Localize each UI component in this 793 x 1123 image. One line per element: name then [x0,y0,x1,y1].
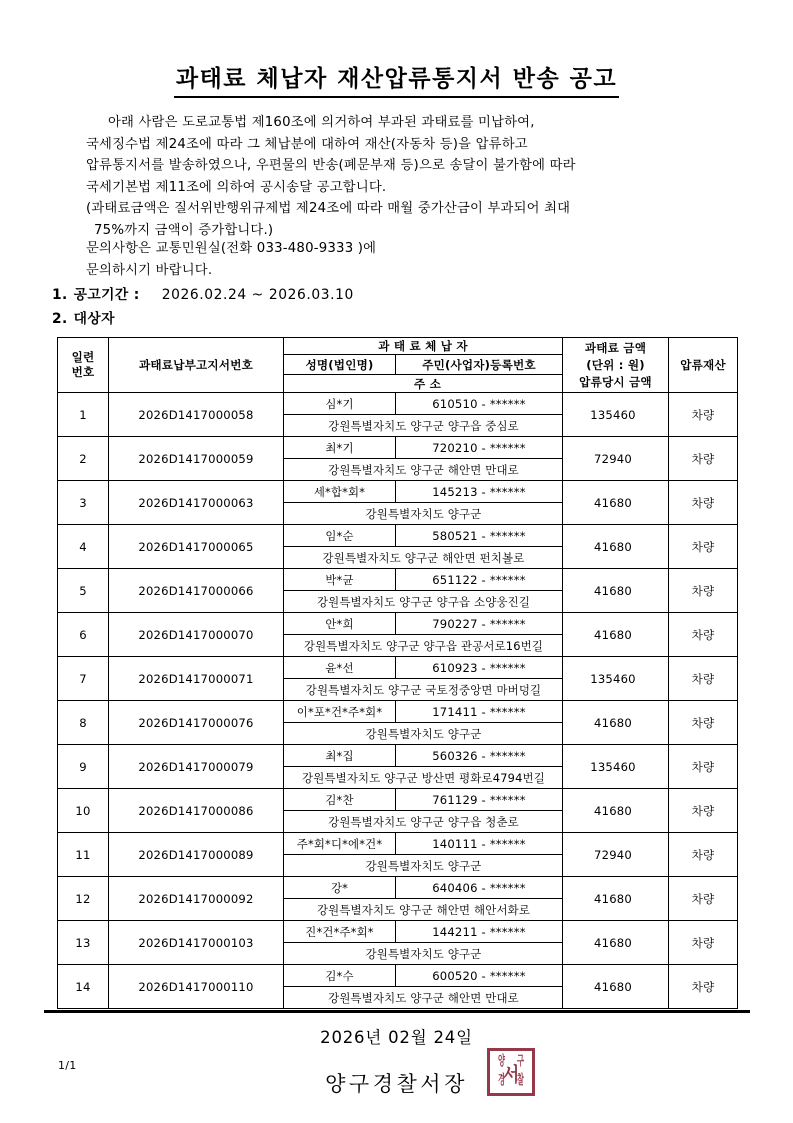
seal-char-1: 양 [498,1054,505,1070]
cell-name: 김*찬 [284,789,396,811]
footer-date: 2026년 02월 24일 [320,1028,473,1047]
notice-body-line-5: (과태료금액은 질서위반행위규제법 제24조에 따라 매월 중가산금이 부과되어 최대 [86,201,571,216]
table-row [58,481,738,503]
notice-body-line-6: 75%까지 금액이 증가합니다.) [94,222,274,238]
delinquent-table [57,337,738,1009]
page-number: 1/1 [58,1059,77,1072]
cell-amount: 41680 [563,877,669,921]
table-row [58,877,738,899]
cell-amount: 41680 [563,569,669,613]
cell-name: 심*기 [284,393,396,415]
cell-rrn: 761129 - ****** [396,789,563,811]
cell-rrn: 560326 - ****** [396,745,563,767]
cell-bill-number: 2026D1417000063 [109,481,284,525]
header-seq-line1: 일련 [71,350,95,364]
cell-name: 윤*선 [284,657,396,679]
contact-line-1: 문의사항은 교통민원실(전화 033-480-9333 )에 [86,241,377,256]
targets-item [52,307,115,327]
cell-address [284,503,563,525]
table-row [58,437,738,459]
table-row [58,393,738,415]
header-row-1 [58,338,738,355]
cell-amount: 41680 [563,481,669,525]
notice-body [86,112,746,241]
contact-info [86,238,746,281]
seal-char-3: 경 [498,1073,505,1089]
cell-asset: 차량 [669,437,738,481]
cell-address-text: 강원특별자치도 양구군 해안면 해안서화로 [316,902,531,917]
cell-bill-number: 2026D1417000065 [109,525,284,569]
cell-bill-number: 2026D1417000071 [109,657,284,701]
cell-amount: 41680 [563,701,669,745]
header-amount-line1: 과태료 금액 [584,340,647,355]
cell-address [284,899,563,921]
cell-address-text: 강원특별자치도 양구군 해안면 만대로 [328,462,519,477]
cell-amount: 72940 [563,437,669,481]
cell-seq: 9 [58,745,109,789]
cell-address-text: 강원특별자치도 양구군 양구읍 중심로 [328,418,519,433]
notice-period-label: 공고기간 : [73,287,140,303]
cell-seq: 13 [58,921,109,965]
cell-amount: 41680 [563,789,669,833]
notice-period-number: 1. [52,287,68,303]
cell-address-text: 강원특별자치도 양구군 해안면 펀치볼로 [322,550,525,565]
cell-address [284,547,563,569]
cell-rrn: 140111 - ****** [396,833,563,855]
page-title-text: 과태료 체납자 재산압류통지서 반송 공고 [174,60,619,98]
cell-bill-number: 2026D1417000059 [109,437,284,481]
header-seq-line2: 번호 [71,365,95,379]
notice-body-line-4: 국세기본법 제11조에 의하여 공시송달 공고합니다. [86,179,387,195]
cell-rrn: 171411 - ****** [396,701,563,723]
cell-rrn: 610923 - ****** [396,657,563,679]
cell-bill-number: 2026D1417000092 [109,877,284,921]
cell-address [284,767,563,789]
cell-seq: 7 [58,657,109,701]
cell-name: 임*순 [284,525,396,547]
cell-address [284,855,563,877]
page-title [0,60,793,98]
cell-asset: 차량 [669,481,738,525]
notice-body-line-3: 압류통지서를 발송하였으나, 우편물의 반송(폐문부재 등)으로 송달이 불가함에 따라 [86,158,576,173]
table-row [58,569,738,591]
cell-amount: 41680 [563,613,669,657]
cell-address-text: 강원특별자치도 양구군 방산면 평화로4794번길 [302,770,545,785]
table-row [58,965,738,987]
cell-bill-number: 2026D1417000076 [109,701,284,745]
header-name: 성명(법인명) [284,355,396,375]
seal-char-4: 찰 [517,1073,524,1089]
cell-seq: 1 [58,393,109,437]
cell-seq: 10 [58,789,109,833]
cell-amount: 72940 [563,833,669,877]
header-payer-group: 과 태 료 체 납 자 [284,338,563,355]
cell-address-text: 강원특별자치도 양구군 [365,506,482,521]
header-amount-line3: 압류당시 금액 [579,374,652,389]
notice-period-value: 2026.02.24 ~ 2026.03.10 [161,287,354,303]
header-asset: 압류재산 [669,338,738,393]
cell-address [284,679,563,701]
cell-asset: 차량 [669,921,738,965]
delinquent-table-wrapper [57,337,737,1009]
cell-name: 주*회*디*에*건* [284,833,396,855]
table-row [58,745,738,767]
cell-rrn: 144211 - ****** [396,921,563,943]
cell-asset: 차량 [669,569,738,613]
header-address: 주 소 [284,375,563,393]
header-amount-line2: (단위 : 원) [586,357,645,372]
table-row [58,701,738,723]
table-header [58,338,738,393]
cell-asset: 차량 [669,525,738,569]
cell-address [284,987,563,1009]
cell-address-text: 강원특별자치도 양구군 [365,946,482,961]
cell-seq: 12 [58,877,109,921]
cell-rrn: 790227 - ****** [396,613,563,635]
cell-seq: 5 [58,569,109,613]
cell-address-text: 강원특별자치도 양구군 해안면 만대로 [328,990,519,1005]
cell-amount: 135460 [563,745,669,789]
cell-address [284,415,563,437]
cell-rrn: 651122 - ****** [396,569,563,591]
cell-name: 세*합*회* [284,481,396,503]
cell-address [284,459,563,481]
cell-amount: 135460 [563,657,669,701]
cell-address-text: 강원특별자치도 양구군 양구읍 청춘로 [328,814,519,829]
cell-bill-number: 2026D1417000110 [109,965,284,1009]
cell-seq: 14 [58,965,109,1009]
table-row [58,789,738,811]
cell-rrn: 600520 - ****** [396,965,563,987]
header-amount [563,338,669,393]
cell-seq: 4 [58,525,109,569]
targets-label: 대상자 [73,311,115,327]
targets-number: 2. [52,311,68,327]
cell-seq: 2 [58,437,109,481]
notice-body-line-1: 아래 사람은 도로교통법 제160조에 의거하여 부과된 과태료를 미납하여, [108,115,535,130]
cell-rrn: 145213 - ****** [396,481,563,503]
cell-rrn: 640406 - ****** [396,877,563,899]
cell-rrn: 720210 - ****** [396,437,563,459]
cell-address [284,943,563,965]
header-seq [58,338,109,393]
cell-asset: 차량 [669,657,738,701]
cell-asset: 차량 [669,393,738,437]
cell-name: 박*균 [284,569,396,591]
cell-name: 최*집 [284,745,396,767]
cell-address [284,811,563,833]
cell-rrn: 610510 - ****** [396,393,563,415]
seal-char-2: 구 [517,1054,524,1070]
cell-address [284,635,563,657]
cell-bill-number: 2026D1417000089 [109,833,284,877]
cell-address-text: 강원특별자치도 양구군 양구읍 관공서로16번길 [303,638,544,653]
seal-center-char: 서 [502,1063,520,1087]
cell-name: 강* [284,877,396,899]
cell-address [284,723,563,745]
table-row [58,613,738,635]
official-seal-stamp [487,1048,535,1096]
cell-asset: 차량 [669,745,738,789]
header-bill-number: 과태료납부고지서번호 [109,338,284,393]
cell-name: 안*희 [284,613,396,635]
cell-asset: 차량 [669,965,738,1009]
cell-bill-number: 2026D1417000070 [109,613,284,657]
cell-seq: 3 [58,481,109,525]
cell-seq: 11 [58,833,109,877]
cell-seq: 8 [58,701,109,745]
cell-address-text: 강원특별자치도 양구군 양구읍 소양웅진길 [316,594,531,609]
cell-address-text: 강원특별자치도 양구군 [365,726,482,741]
cell-bill-number: 2026D1417000079 [109,745,284,789]
cell-bill-number: 2026D1417000086 [109,789,284,833]
cell-name: 김*수 [284,965,396,987]
table-row [58,657,738,679]
table-row [58,921,738,943]
cell-name: 이*포*건*주*회* [284,701,396,723]
cell-asset: 차량 [669,613,738,657]
notice-body-line-2: 국세징수법 제24조에 따라 그 체납분에 대하여 재산(자동차 등)을 압류하고 [86,136,528,152]
cell-bill-number: 2026D1417000066 [109,569,284,613]
cell-asset: 차량 [669,701,738,745]
cell-bill-number: 2026D1417000058 [109,393,284,437]
footer-divider [44,1010,750,1013]
table-body [58,393,738,1009]
notice-period-item [52,283,354,303]
cell-amount: 41680 [563,525,669,569]
table-row [58,525,738,547]
contact-line-2: 문의하시기 바랍니다. [86,262,213,278]
cell-asset: 차량 [669,877,738,921]
cell-address-text: 강원특별자치도 양구군 [365,858,482,873]
cell-asset: 차량 [669,833,738,877]
cell-amount: 135460 [563,393,669,437]
cell-asset: 차량 [669,789,738,833]
cell-rrn: 580521 - ****** [396,525,563,547]
cell-address [284,591,563,613]
cell-address-text: 강원특별자치도 양구군 국토정중앙면 마버덩길 [305,682,542,697]
cell-amount: 41680 [563,921,669,965]
cell-name: 진*건*주*회* [284,921,396,943]
cell-seq: 6 [58,613,109,657]
cell-amount: 41680 [563,965,669,1009]
table-row [58,833,738,855]
cell-name: 최*기 [284,437,396,459]
header-rrn: 주민(사업자)등록번호 [396,355,563,375]
cell-bill-number: 2026D1417000103 [109,921,284,965]
footer-organization: 양구경찰서장 [325,1072,468,1096]
